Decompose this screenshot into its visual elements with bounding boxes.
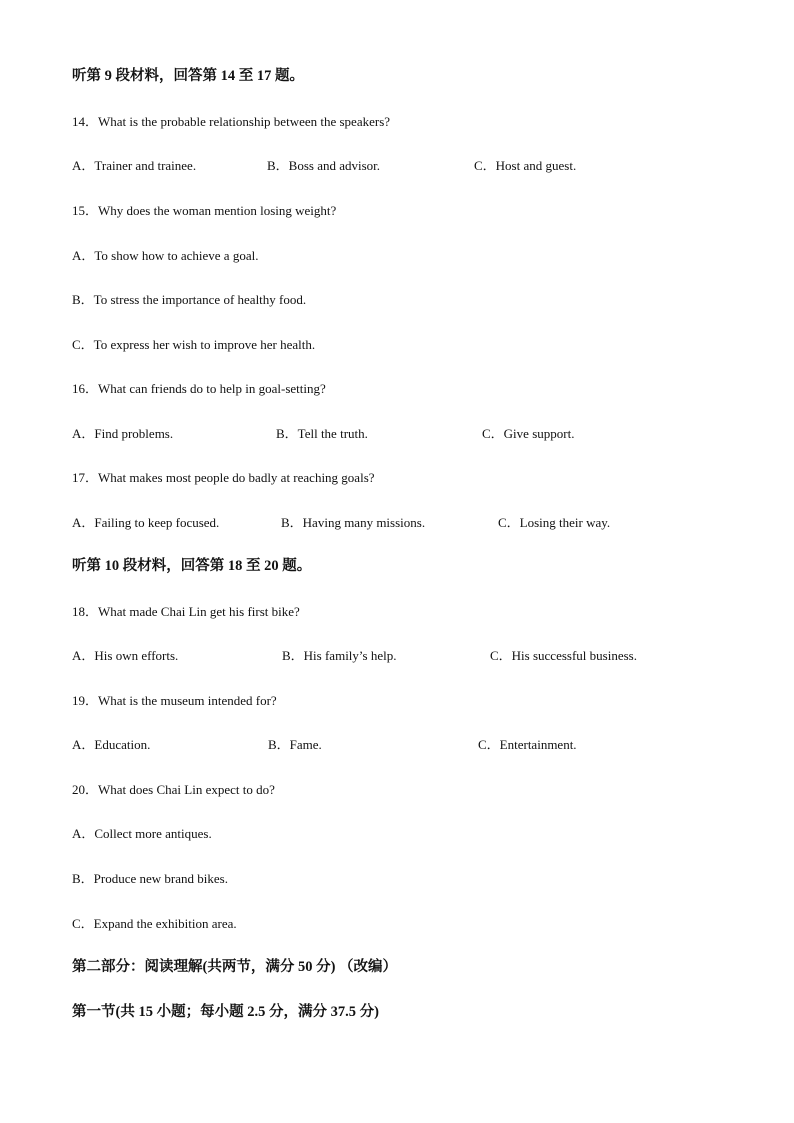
question-17-option-a: A．Failing to keep focused. — [72, 515, 220, 530]
question-19-option-a: A．Education. — [72, 737, 151, 752]
question-14-option-b: B．Boss and advisor. — [267, 158, 381, 173]
section-10-heading: 听第 10 段材料，回答第 18 至 20 题。 — [72, 558, 312, 574]
question-17-option-c: C．Losing their way. — [498, 515, 611, 530]
question-16-option-b: B．Tell the truth. — [276, 426, 368, 441]
question-19-option-c: C．Entertainment. — [478, 737, 577, 752]
question-14-option-a: A．Trainer and trainee. — [72, 158, 197, 173]
question-16-stem: 16．What can friends do to help in goal-setting? — [72, 381, 326, 396]
question-19-option-b: B．Fame. — [268, 737, 322, 752]
question-15-stem: 15．Why does the woman mention losing weight? — [72, 203, 337, 218]
question-20-option-c: C．Expand the exhibition area. — [72, 916, 237, 931]
question-19-stem: 19．What is the museum intended for? — [72, 693, 277, 708]
question-20-stem: 20．What does Chai Lin expect to do? — [72, 782, 275, 797]
question-16-option-c: C．Give support. — [482, 426, 575, 441]
part-two-heading: 第二部分：阅读理解(共两节，满分 50 分) （改编） — [72, 959, 398, 975]
question-18-option-b: B．His family’s help. — [282, 648, 397, 663]
question-20-option-b: B．Produce new brand bikes. — [72, 871, 228, 886]
question-17-option-b: B．Having many missions. — [281, 515, 426, 530]
question-18-option-a: A．His own efforts. — [72, 648, 179, 663]
question-15-option-c: C．To express her wish to improve her health. — [72, 337, 316, 352]
section-one-heading: 第一节(共 15 小题；每小题 2.5 分，满分 37.5 分) — [72, 1004, 379, 1020]
question-14-option-c: C．Host and guest. — [474, 158, 577, 173]
question-18-option-c: C．His successful business. — [490, 648, 637, 663]
question-20-option-a: A．Collect more antiques. — [72, 826, 212, 841]
question-18-stem: 18．What made Chai Lin get his first bike? — [72, 604, 300, 619]
question-17-stem: 17．What makes most people do badly at reaching goals? — [72, 470, 375, 485]
question-15-option-a: A．To show how to achieve a goal. — [72, 248, 259, 263]
question-14-stem: 14．What is the probable relationship between the speakers? — [72, 114, 391, 129]
question-16-option-a: A．Find problems. — [72, 426, 174, 441]
section-9-heading: 听第 9 段材料，回答第 14 至 17 题。 — [72, 68, 304, 84]
question-15-option-b: B．To stress the importance of healthy food. — [72, 292, 307, 307]
